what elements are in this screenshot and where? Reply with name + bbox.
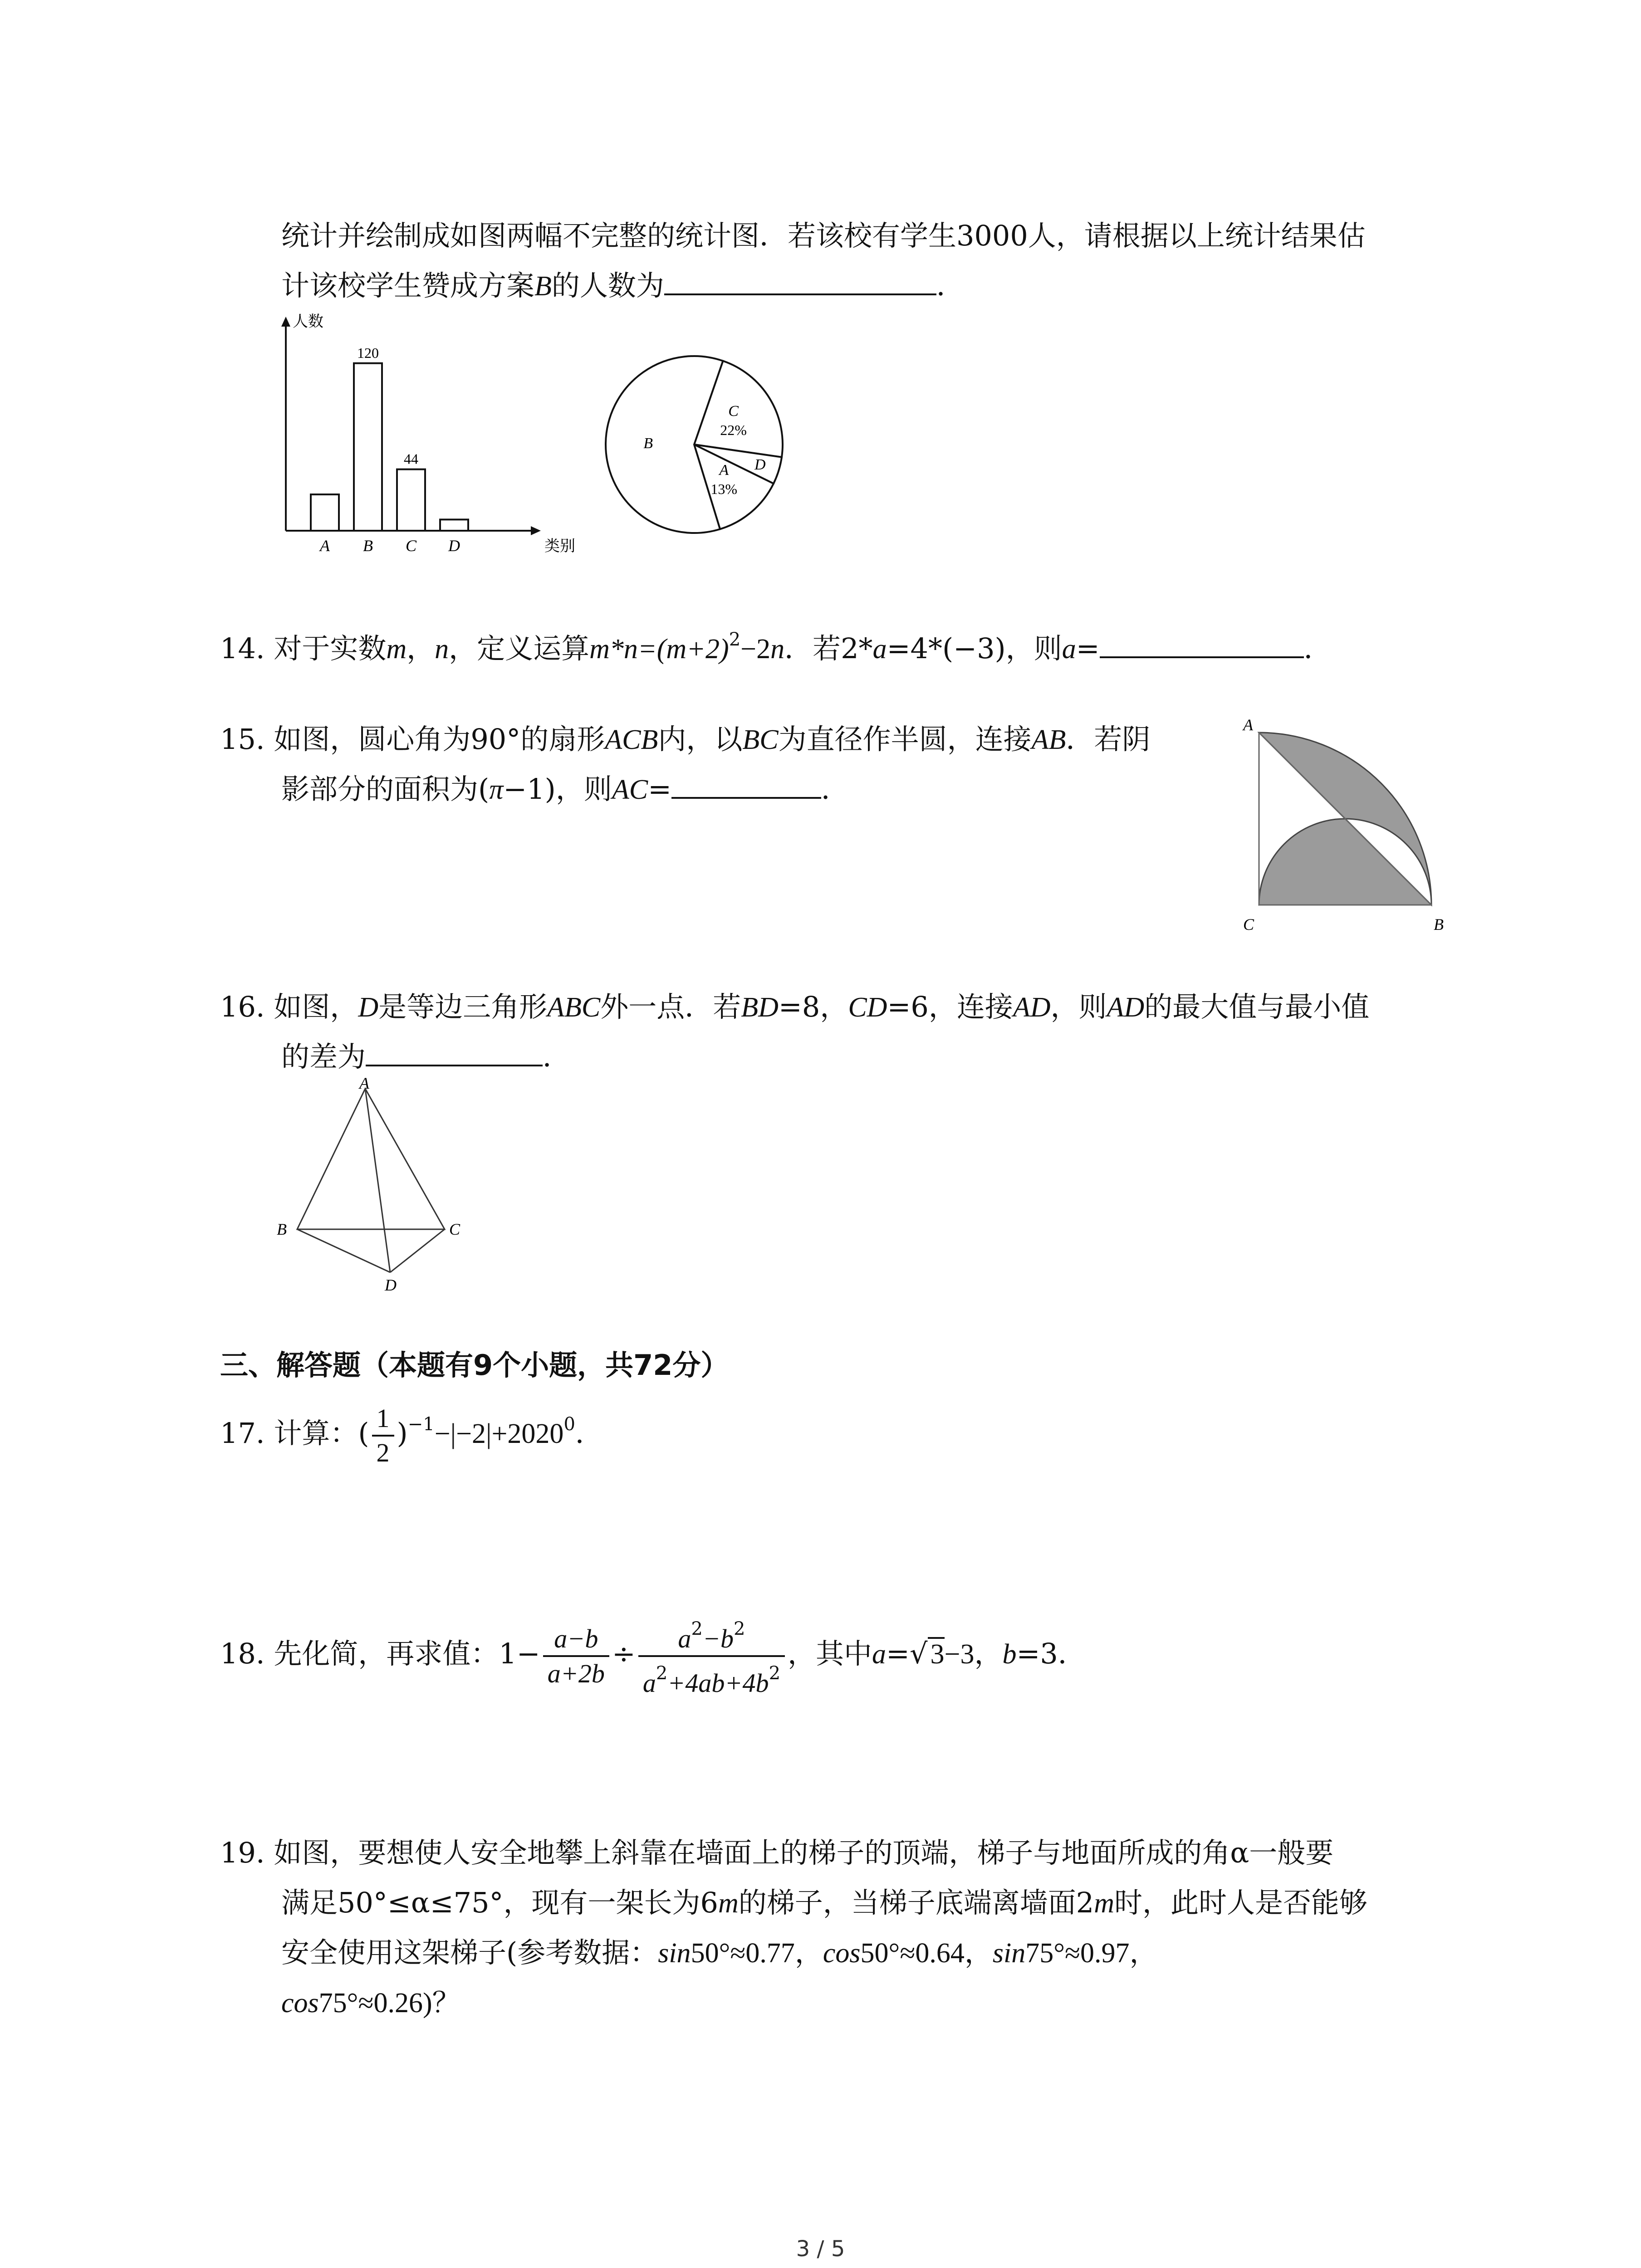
q16-text: 的差为 xyxy=(281,1040,366,1073)
q18-text: = xyxy=(886,1637,910,1671)
q19-func: cos xyxy=(281,1988,319,2019)
q19-text: 50°≈0.64， xyxy=(860,1938,993,1969)
q19-text: 满足50°≤ xyxy=(281,1886,411,1919)
q15-text: 影部分的面积为( xyxy=(281,772,490,806)
q18-text: 先化简，再求值：1− xyxy=(274,1637,540,1671)
q18-text: −3， xyxy=(944,1639,1003,1670)
y-axis-label: 人数 xyxy=(293,313,323,330)
q15-var: ACB xyxy=(605,724,658,755)
bar-d xyxy=(440,519,468,531)
q19-text: 50°≈0.77， xyxy=(691,1938,823,1969)
q15-text: = xyxy=(648,772,672,806)
q14-text: ．若2* xyxy=(784,632,873,665)
data-label-c: 44 xyxy=(404,450,418,467)
q15-line1 xyxy=(220,717,1150,763)
q19-func: sin xyxy=(992,1938,1026,1969)
q16-text: =8， xyxy=(778,990,848,1023)
q19-line2 xyxy=(281,1880,1367,1926)
q16-var: ABC xyxy=(547,992,601,1023)
q19-func: cos xyxy=(823,1938,861,1969)
q18-term: a xyxy=(678,1624,691,1653)
q17-number: 17. xyxy=(220,1417,265,1450)
q16-end: ． xyxy=(543,1040,571,1073)
q18-exp: 2 xyxy=(656,1663,668,1684)
q18-fraction-1 xyxy=(543,1622,609,1690)
q17-text: ) xyxy=(397,1417,408,1450)
q15-label-c: C xyxy=(1243,915,1254,934)
q18-radicand: 3 xyxy=(928,1637,945,1670)
q17-numerator: 1 xyxy=(372,1402,394,1437)
q18-sqrt: √3 xyxy=(909,1637,945,1671)
q19-line4 xyxy=(281,1980,460,2026)
q17-text: 计算：( xyxy=(274,1417,369,1450)
tick-label-c: C xyxy=(405,537,417,555)
q13-line2 xyxy=(281,263,965,309)
answer-blank-16[interactable] xyxy=(366,1062,543,1066)
q18-text: ，其中 xyxy=(788,1637,872,1671)
bar-chart xyxy=(254,313,599,567)
q18-exp: 2 xyxy=(691,1618,703,1639)
q15-label-a: A xyxy=(1243,716,1253,734)
q14-var-m: m xyxy=(386,634,407,665)
q15-pi: π xyxy=(489,774,504,805)
q16-var: AD xyxy=(1107,992,1145,1023)
q16-text: 是等边三角形 xyxy=(378,990,548,1023)
q14-text: 对于实数 xyxy=(274,632,387,665)
q14-exponent: 2 xyxy=(729,629,741,650)
q18-divide: ÷ xyxy=(612,1637,636,1671)
q14-number: 14. xyxy=(220,632,265,665)
q13-text2: 的人数为 xyxy=(551,269,664,302)
q19-unit: m xyxy=(1094,1888,1115,1919)
q16-var: AD xyxy=(1013,992,1051,1023)
q14-text: −2 xyxy=(740,634,771,665)
q14-end: ． xyxy=(1303,632,1332,665)
q16-line2 xyxy=(281,1034,571,1080)
q19-line3 xyxy=(281,1930,1158,1976)
q17-denominator: 2 xyxy=(376,1437,390,1467)
answer-blank-13[interactable] xyxy=(664,291,936,295)
q15-text: 为直径作半圆，连接 xyxy=(778,723,1032,756)
q18-exp: 2 xyxy=(733,1618,745,1639)
q15-text: 如图，圆心角为90°的扇形 xyxy=(274,723,605,756)
q15-var: AB xyxy=(1031,724,1066,755)
q18-term: −b xyxy=(702,1624,734,1653)
section-heading: 三、解答题（本题有9个小题，共72分） xyxy=(220,1349,729,1382)
data-label-b: 120 xyxy=(357,344,379,361)
q19-text: 安全使用这架梯子(参考数据： xyxy=(281,1936,658,1969)
q15-figure xyxy=(1216,699,1461,943)
q18-fraction-2 xyxy=(638,1613,785,1700)
q16-text: 如图， xyxy=(274,990,358,1023)
pie-label-d: D xyxy=(754,456,766,473)
q13-text: 计该校学生赞成方案 xyxy=(281,269,535,302)
tick-label-b: B xyxy=(363,537,373,555)
q18-term: a xyxy=(642,1668,656,1698)
q14-expression: m*n=(m+2) xyxy=(589,634,729,665)
bar-a xyxy=(311,494,339,531)
q16-label-b: B xyxy=(277,1220,287,1238)
q16-figure xyxy=(263,1075,517,1302)
q16-label-a: A xyxy=(359,1075,369,1092)
q15-var: BC xyxy=(742,724,779,755)
q16-text: ，则 xyxy=(1050,990,1107,1023)
q16-text: 外一点．若 xyxy=(600,990,741,1023)
y-axis-arrow-icon xyxy=(281,317,290,327)
tick-label-d: D xyxy=(448,537,460,555)
pie-label-a: A xyxy=(719,462,729,479)
q16-label-c: C xyxy=(449,1220,460,1238)
q14-var-n: n xyxy=(435,634,449,665)
q16-text: =6，连接 xyxy=(887,990,1013,1023)
q16-var: D xyxy=(358,992,379,1023)
q15-end: ． xyxy=(821,772,850,806)
q17-fraction xyxy=(372,1402,394,1469)
pie-percent-c: 22% xyxy=(720,422,747,439)
pie-label-b: B xyxy=(643,435,653,452)
q16-var: CD xyxy=(848,992,887,1023)
q19-number: 19. xyxy=(220,1836,265,1869)
q16-segment-cd xyxy=(390,1229,445,1272)
q15-text: −1)，则 xyxy=(503,772,612,806)
q15-text: ．若阴 xyxy=(1066,723,1151,756)
q18-denominator: a+2b xyxy=(547,1659,605,1688)
q16-var: BD xyxy=(741,992,779,1023)
q19-text: 如图，要想使人安全地攀上斜靠在墙面上的梯子的顶端，梯子与地面所成的角 xyxy=(274,1836,1230,1869)
q19-text: 75°≈0.97， xyxy=(1025,1938,1158,1969)
q18-term: +4ab+4b xyxy=(667,1668,769,1698)
q17-line xyxy=(220,1390,603,1469)
q14-text: = xyxy=(1076,632,1100,665)
q19-line1 xyxy=(220,1830,1333,1876)
q19-alpha: α xyxy=(1230,1836,1249,1869)
q18-line xyxy=(220,1613,1086,1700)
q18-numerator: a−b xyxy=(554,1624,598,1653)
q16-line1 xyxy=(220,984,1369,1030)
q16-segment-bd xyxy=(297,1229,390,1272)
q16-triangle-abc xyxy=(297,1089,445,1229)
q15-text: 内，以 xyxy=(658,723,743,756)
q17-end: ． xyxy=(575,1417,603,1450)
q13-line1: 统计并绘制成如图两幅不完整的统计图．若该校有学生3000人，请根据以上统计结果估 xyxy=(281,219,1366,252)
q15-line2 xyxy=(281,767,849,812)
pie-chart xyxy=(590,313,798,567)
q19-text: 时，此时人是否能够 xyxy=(1114,1886,1368,1919)
bars-group xyxy=(311,345,468,555)
q14-var-a: a xyxy=(1062,634,1076,665)
page-number: 3 / 5 xyxy=(796,2236,845,2262)
q13-var-b: B xyxy=(534,271,552,302)
q18-exp: 2 xyxy=(769,1663,781,1684)
x-axis-arrow-icon xyxy=(531,526,541,535)
pie-label-c: C xyxy=(728,403,739,420)
q14-var-n: n xyxy=(770,634,785,665)
q17-text: −|−2|+2020 xyxy=(434,1418,564,1449)
q14-text: ， xyxy=(407,632,435,665)
q19-text: 一般要 xyxy=(1249,1836,1334,1869)
q19-func: sin xyxy=(658,1938,691,1969)
bar-b xyxy=(354,363,382,531)
q18-var-b: b xyxy=(1002,1639,1017,1670)
q16-segment-ad xyxy=(365,1089,390,1272)
q17-exponent: −1 xyxy=(407,1414,435,1435)
q17-exponent: 0 xyxy=(563,1414,575,1435)
q18-number: 18. xyxy=(220,1637,265,1671)
tick-label-a: A xyxy=(320,537,330,555)
q19-alpha: α xyxy=(411,1886,430,1919)
q14-text: =4*(−3)，则 xyxy=(887,632,1062,665)
answer-blank-14[interactable] xyxy=(1100,654,1304,658)
q16-number: 16. xyxy=(220,990,265,1023)
q19-text: 的梯子，当梯子底端离墙面2 xyxy=(738,1886,1094,1919)
q15-number: 15. xyxy=(220,723,265,756)
answer-blank-15[interactable] xyxy=(671,794,821,799)
q19-unit: m xyxy=(718,1888,739,1919)
q13-end: ． xyxy=(936,269,965,302)
q16-text: 的最大值与最小值 xyxy=(1144,990,1370,1023)
pie-group xyxy=(606,356,783,533)
q15-var: AC xyxy=(612,774,648,805)
q18-text: =3． xyxy=(1016,1637,1086,1671)
x-axis-label: 类别 xyxy=(544,538,575,555)
q15-label-b: B xyxy=(1434,915,1444,934)
q14-text: ，定义运算 xyxy=(449,632,590,665)
q19-text: ≤75°，现有一架长为6 xyxy=(430,1886,719,1919)
pie-percent-a: 13% xyxy=(710,481,738,498)
q14-var-a: a xyxy=(872,634,887,665)
q14-line xyxy=(220,617,1332,672)
bar-c xyxy=(397,469,425,531)
q18-var-a: a xyxy=(872,1639,887,1670)
q19-text: 75°≈0.26)？ xyxy=(318,1988,460,2019)
q16-label-d: D xyxy=(385,1276,397,1294)
